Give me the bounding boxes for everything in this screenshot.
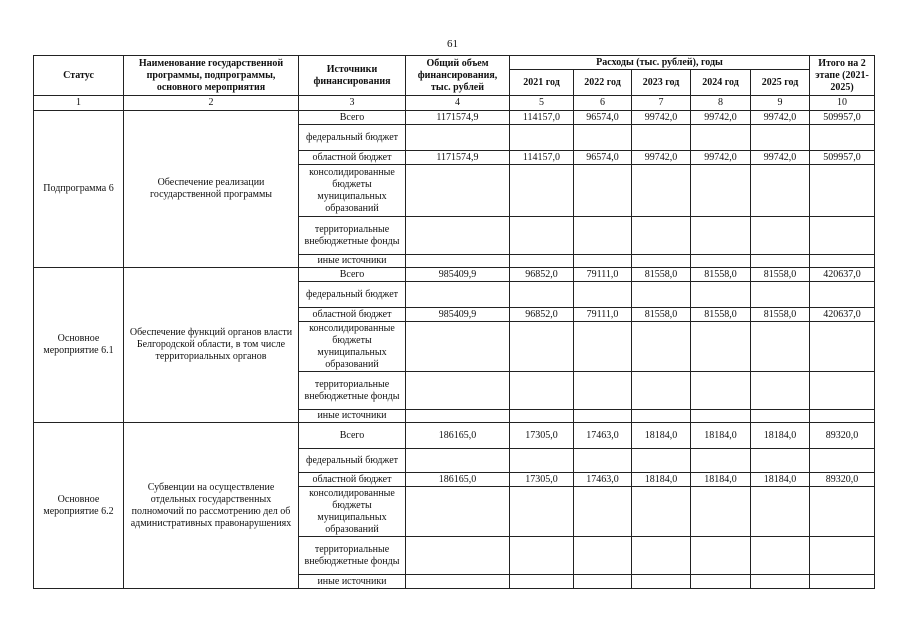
source-label: федеральный бюджет — [299, 449, 406, 473]
value-cell-total — [406, 217, 510, 255]
value-cell-y2023: 99742,0 — [632, 151, 691, 165]
value-cell-y2025 — [751, 449, 810, 473]
value-cell-itogo: 509957,0 — [810, 111, 875, 125]
value-cell-y2024 — [691, 575, 751, 589]
value-cell-itogo — [810, 537, 875, 575]
value-cell-y2023 — [632, 449, 691, 473]
value-cell-y2023 — [632, 410, 691, 423]
column-index: 6 — [574, 96, 632, 111]
value-cell-itogo: 89320,0 — [810, 423, 875, 449]
column-index: 5 — [510, 96, 574, 111]
header-itogo: Итого на 2 этапе (2021-2025) — [810, 56, 875, 96]
page-number: 61 — [447, 38, 458, 50]
value-cell-y2025 — [751, 372, 810, 410]
header-year-2025: 2025 год — [751, 70, 810, 96]
value-cell-y2023 — [632, 537, 691, 575]
value-cell-y2024 — [691, 487, 751, 537]
value-cell-itogo — [810, 255, 875, 268]
group-name: Обеспечение функций органов власти Белгородской области, в том числе территориальных органов — [124, 268, 299, 423]
header-year-2021: 2021 год — [510, 70, 574, 96]
value-cell-itogo — [810, 217, 875, 255]
value-cell-y2024: 18184,0 — [691, 473, 751, 487]
value-cell-y2022 — [574, 487, 632, 537]
value-cell-y2025: 18184,0 — [751, 423, 810, 449]
source-label: иные источники — [299, 255, 406, 268]
value-cell-y2023: 99742,0 — [632, 111, 691, 125]
value-cell-y2023: 18184,0 — [632, 423, 691, 449]
value-cell-y2025 — [751, 322, 810, 372]
value-cell-itogo — [810, 165, 875, 217]
value-cell-y2025: 81558,0 — [751, 308, 810, 322]
value-cell-y2022 — [574, 217, 632, 255]
value-cell-y2023 — [632, 372, 691, 410]
value-cell-y2024: 18184,0 — [691, 423, 751, 449]
column-index: 1 — [34, 96, 124, 111]
value-cell-y2025 — [751, 282, 810, 308]
value-cell-y2021 — [510, 322, 574, 372]
value-cell-y2025: 18184,0 — [751, 473, 810, 487]
value-cell-y2025 — [751, 575, 810, 589]
value-cell-y2023 — [632, 255, 691, 268]
column-index: 2 — [124, 96, 299, 111]
source-label: областной бюджет — [299, 151, 406, 165]
value-cell-y2021 — [510, 282, 574, 308]
value-cell-y2024 — [691, 282, 751, 308]
value-cell-y2021 — [510, 125, 574, 151]
value-cell-total: 1171574,9 — [406, 111, 510, 125]
value-cell-total — [406, 537, 510, 575]
group-name: Субвенции на осуществление отдельных государственных полномочий по рассмотрению дел об административных правонарушениях — [124, 423, 299, 589]
value-cell-total: 1171574,9 — [406, 151, 510, 165]
header-expenses: Расходы (тыс. рублей), годы — [510, 56, 810, 70]
value-cell-y2025 — [751, 165, 810, 217]
value-cell-y2024 — [691, 322, 751, 372]
value-cell-y2023: 81558,0 — [632, 308, 691, 322]
source-label: областной бюджет — [299, 473, 406, 487]
value-cell-y2022 — [574, 537, 632, 575]
column-index: 7 — [632, 96, 691, 111]
value-cell-y2022: 79111,0 — [574, 268, 632, 282]
value-cell-y2021: 114157,0 — [510, 111, 574, 125]
column-index-row — [34, 96, 875, 111]
value-cell-total — [406, 165, 510, 217]
value-cell-y2021: 114157,0 — [510, 151, 574, 165]
value-cell-y2021 — [510, 372, 574, 410]
group-status: Подпрограмма 6 — [34, 111, 124, 268]
value-cell-y2021 — [510, 217, 574, 255]
value-cell-y2022 — [574, 282, 632, 308]
value-cell-y2022 — [574, 372, 632, 410]
source-label: иные источники — [299, 410, 406, 423]
value-cell-total — [406, 449, 510, 473]
value-cell-y2024 — [691, 410, 751, 423]
value-cell-itogo — [810, 575, 875, 589]
value-cell-y2024 — [691, 125, 751, 151]
value-cell-itogo: 509957,0 — [810, 151, 875, 165]
source-label: территориальные внебюджетные фонды — [299, 372, 406, 410]
column-index: 4 — [406, 96, 510, 111]
value-cell-y2021 — [510, 575, 574, 589]
value-cell-y2023: 81558,0 — [632, 268, 691, 282]
source-label: консолидированные бюджеты муниципальных образований — [299, 322, 406, 372]
value-cell-y2021: 96852,0 — [510, 268, 574, 282]
value-cell-y2021 — [510, 165, 574, 217]
value-cell-total — [406, 575, 510, 589]
value-cell-itogo — [810, 449, 875, 473]
value-cell-itogo — [810, 125, 875, 151]
value-cell-y2023 — [632, 575, 691, 589]
source-label: Всего — [299, 111, 406, 125]
value-cell-total — [406, 282, 510, 308]
column-index: 10 — [810, 96, 875, 111]
value-cell-y2024: 99742,0 — [691, 151, 751, 165]
value-cell-total: 186165,0 — [406, 473, 510, 487]
source-label: Всего — [299, 268, 406, 282]
value-cell-total: 985409,9 — [406, 308, 510, 322]
value-cell-y2023 — [632, 487, 691, 537]
value-cell-y2025: 99742,0 — [751, 111, 810, 125]
value-cell-y2022: 96574,0 — [574, 111, 632, 125]
source-label: областной бюджет — [299, 308, 406, 322]
value-cell-y2024 — [691, 449, 751, 473]
value-cell-y2022 — [574, 575, 632, 589]
value-cell-y2024: 81558,0 — [691, 268, 751, 282]
table-row — [34, 111, 875, 125]
value-cell-y2023 — [632, 282, 691, 308]
value-cell-y2024: 81558,0 — [691, 308, 751, 322]
value-cell-itogo — [810, 487, 875, 537]
value-cell-y2022 — [574, 165, 632, 217]
value-cell-y2022: 17463,0 — [574, 473, 632, 487]
header-status: Статус — [34, 56, 124, 96]
source-label: территориальные внебюджетные фонды — [299, 217, 406, 255]
value-cell-y2024 — [691, 217, 751, 255]
value-cell-y2021: 17305,0 — [510, 423, 574, 449]
value-cell-total — [406, 255, 510, 268]
value-cell-itogo — [810, 282, 875, 308]
value-cell-itogo: 420637,0 — [810, 308, 875, 322]
value-cell-itogo — [810, 372, 875, 410]
value-cell-y2022 — [574, 410, 632, 423]
value-cell-y2022: 79111,0 — [574, 308, 632, 322]
value-cell-total: 186165,0 — [406, 423, 510, 449]
column-index: 3 — [299, 96, 406, 111]
value-cell-y2024 — [691, 165, 751, 217]
value-cell-y2024 — [691, 255, 751, 268]
value-cell-total: 985409,9 — [406, 268, 510, 282]
value-cell-y2025 — [751, 487, 810, 537]
value-cell-y2021: 17305,0 — [510, 473, 574, 487]
value-cell-y2023 — [632, 125, 691, 151]
value-cell-y2022 — [574, 125, 632, 151]
value-cell-y2025: 99742,0 — [751, 151, 810, 165]
value-cell-itogo: 89320,0 — [810, 473, 875, 487]
value-cell-total — [406, 372, 510, 410]
value-cell-total — [406, 125, 510, 151]
value-cell-total — [406, 487, 510, 537]
source-label: Всего — [299, 423, 406, 449]
table-row — [34, 268, 875, 282]
value-cell-y2023 — [632, 165, 691, 217]
column-index: 8 — [691, 96, 751, 111]
value-cell-y2024 — [691, 537, 751, 575]
value-cell-y2021 — [510, 255, 574, 268]
value-cell-y2024 — [691, 372, 751, 410]
source-label: федеральный бюджет — [299, 282, 406, 308]
value-cell-y2021 — [510, 537, 574, 575]
source-label: территориальные внебюджетные фонды — [299, 537, 406, 575]
value-cell-y2022: 17463,0 — [574, 423, 632, 449]
value-cell-y2023 — [632, 217, 691, 255]
column-index: 9 — [751, 96, 810, 111]
value-cell-y2022 — [574, 322, 632, 372]
group-status: Основное мероприятие 6.2 — [34, 423, 124, 589]
value-cell-y2023: 18184,0 — [632, 473, 691, 487]
header-name: Наименование государственной программы, подпрограммы, основного мероприятия — [124, 56, 299, 96]
value-cell-y2022: 96574,0 — [574, 151, 632, 165]
value-cell-y2025 — [751, 255, 810, 268]
source-label: иные источники — [299, 575, 406, 589]
group-status: Основное мероприятие 6.1 — [34, 268, 124, 423]
value-cell-total — [406, 410, 510, 423]
value-cell-y2025 — [751, 410, 810, 423]
value-cell-y2021: 96852,0 — [510, 308, 574, 322]
value-cell-y2025 — [751, 125, 810, 151]
value-cell-y2021 — [510, 487, 574, 537]
source-label: федеральный бюджет — [299, 125, 406, 151]
value-cell-y2025: 81558,0 — [751, 268, 810, 282]
header-sources: Источники финансирования — [299, 56, 406, 96]
value-cell-y2022 — [574, 449, 632, 473]
value-cell-itogo — [810, 322, 875, 372]
value-cell-y2021 — [510, 410, 574, 423]
value-cell-y2022 — [574, 255, 632, 268]
header-year-2024: 2024 год — [691, 70, 751, 96]
header-year-2022: 2022 год — [574, 70, 632, 96]
header-total-volume: Общий объем финансирования, тыс. рублей — [406, 56, 510, 96]
table-row — [34, 423, 875, 449]
group-name: Обеспечение реализации государственной программы — [124, 111, 299, 268]
value-cell-y2025 — [751, 217, 810, 255]
value-cell-y2021 — [510, 449, 574, 473]
header-year-2023: 2023 год — [632, 70, 691, 96]
value-cell-y2024: 99742,0 — [691, 111, 751, 125]
value-cell-itogo — [810, 410, 875, 423]
value-cell-y2023 — [632, 322, 691, 372]
financing-table — [33, 55, 875, 589]
value-cell-itogo: 420637,0 — [810, 268, 875, 282]
source-label: консолидированные бюджеты муниципальных образований — [299, 487, 406, 537]
value-cell-y2025 — [751, 537, 810, 575]
source-label: консолидированные бюджеты муниципальных образований — [299, 165, 406, 217]
value-cell-total — [406, 322, 510, 372]
